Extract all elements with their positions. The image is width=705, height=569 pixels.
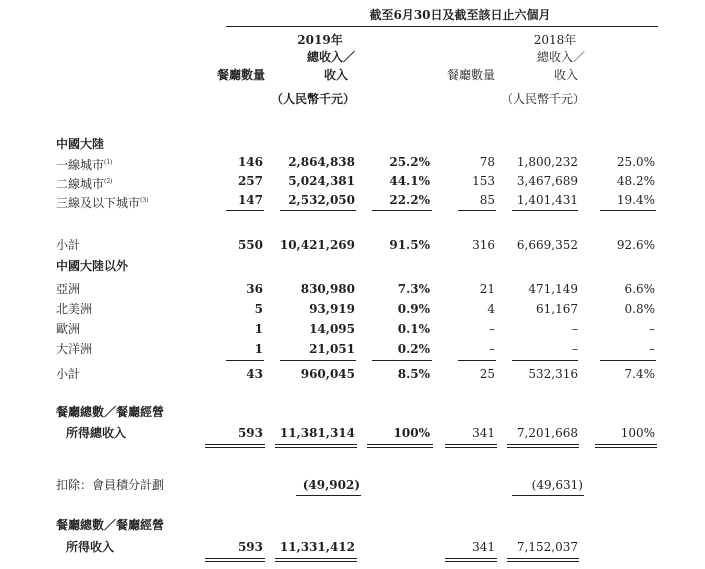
cell-pct-2018: 25.0% xyxy=(616,155,655,169)
cell-count-2018: 85 xyxy=(479,193,495,207)
cell-rev-2018: 1,401,431 xyxy=(516,193,578,207)
rule xyxy=(512,495,584,496)
year-2019-label: 2019年 xyxy=(297,33,343,47)
period-header: 截至6月30日及截至該日止六個月 xyxy=(369,8,551,22)
cell-count-2019: 43 xyxy=(246,367,263,381)
cell-count-2019: 257 xyxy=(237,174,263,188)
deduction-2019: (49,902) xyxy=(302,478,360,492)
cell-pct-2019: 7.3% xyxy=(397,282,430,296)
row-label: 一線城市$^{(1)}$ xyxy=(56,158,113,172)
cell-count-2019: 593 xyxy=(237,426,263,440)
row-label: 二線城市$^{(2)}$ xyxy=(56,177,113,191)
cell-rev-2018: 7,152,037 xyxy=(516,540,578,554)
cell-pct-2019: 0.1% xyxy=(397,322,430,336)
cell-rev-2019: 2,864,838 xyxy=(288,155,355,169)
year-2018-label: 2018年 xyxy=(533,33,577,47)
cell-pct-2018: 48.2% xyxy=(616,174,655,188)
cell-rev-2018: 61,167 xyxy=(536,302,578,316)
double-rule xyxy=(205,558,265,562)
cell-pct-2018: – xyxy=(649,342,655,356)
rev-2018-l2: 收入 xyxy=(553,68,578,82)
total-label-line1: 餐廳總數／餐廳經營 xyxy=(56,405,165,419)
double-rule xyxy=(445,558,497,562)
cell-count-2019: 147 xyxy=(237,193,263,207)
cell-rev-2018: 532,316 xyxy=(528,367,578,381)
rule xyxy=(372,210,432,211)
cell-rev-2019: 2,532,050 xyxy=(288,193,355,207)
cell-count-2018: 341 xyxy=(472,426,495,440)
rule xyxy=(600,360,656,361)
cell-pct-2018: 19.4% xyxy=(616,193,655,207)
rule xyxy=(226,360,264,361)
cell-count-2019: 1 xyxy=(254,322,263,336)
rev-2019-l3: （人民幣千元） xyxy=(270,92,355,106)
cell-rev-2018: 7,201,668 xyxy=(516,426,578,440)
rev-2018-l1: 總收入／ xyxy=(536,50,585,64)
double-rule xyxy=(507,444,579,448)
cell-count-2018: 21 xyxy=(479,282,495,296)
cell-count-2019: 593 xyxy=(237,540,263,554)
cell-pct-2019: 8.5% xyxy=(397,367,430,381)
rev-2019-l2: 收入 xyxy=(323,68,348,82)
cell-count-2019: 36 xyxy=(246,282,263,296)
double-rule xyxy=(275,558,357,562)
cell-pct-2019: 0.2% xyxy=(397,342,430,356)
net-label-line2: 所得收入 xyxy=(66,540,115,554)
cell-pct-2019: 91.5% xyxy=(389,238,430,252)
cell-pct-2019: 0.9% xyxy=(397,302,430,316)
cell-rev-2019: 11,381,314 xyxy=(279,426,355,440)
subtotal-label: 小計 xyxy=(56,238,81,252)
cell-rev-2019: 11,331,412 xyxy=(279,540,355,554)
cell-pct-2018: 0.8% xyxy=(624,302,655,316)
cell-rev-2018: – xyxy=(572,342,578,356)
cell-rev-2018: 1,800,232 xyxy=(516,155,578,169)
row-label: 北美洲 xyxy=(56,302,93,316)
rule xyxy=(280,210,356,211)
cell-pct-2019: 25.2% xyxy=(389,155,430,169)
net-label-line1: 餐廳總數／餐廳經營 xyxy=(56,518,165,532)
cell-pct-2018: 92.6% xyxy=(616,238,655,252)
cell-pct-2018: 6.6% xyxy=(624,282,655,296)
cell-rev-2019: 830,980 xyxy=(300,282,355,296)
double-rule xyxy=(445,444,497,448)
overseas-heading: 中國大陸以外 xyxy=(56,259,129,273)
cell-count-2019: 5 xyxy=(254,302,263,316)
cell-pct-2019: 100% xyxy=(393,426,430,440)
cell-rev-2019: 21,051 xyxy=(309,342,355,356)
cell-count-2018: – xyxy=(489,322,495,336)
total-label-line2: 所得總收入 xyxy=(66,426,127,440)
deduction-label: 扣除：會員積分計劃 xyxy=(56,478,165,492)
double-rule xyxy=(595,444,657,448)
deduction-2018: (49,631) xyxy=(531,478,583,492)
header-rule xyxy=(226,26,658,27)
row-label: 三線及以下城市$^{(3)}$ xyxy=(56,196,149,210)
cell-count-2019: 146 xyxy=(237,155,263,169)
cell-count-2018: 4 xyxy=(487,302,495,316)
cell-rev-2019: 14,095 xyxy=(309,322,355,336)
cell-count-2019: 1 xyxy=(254,342,263,356)
cell-count-2019: 550 xyxy=(237,238,263,252)
cell-count-2018: 25 xyxy=(479,367,495,381)
cell-pct-2018: 100% xyxy=(620,426,655,440)
cell-count-2018: – xyxy=(489,342,495,356)
count-2018-header: 餐廳數量 xyxy=(446,68,495,82)
double-rule xyxy=(507,558,579,562)
row-label: 大洋洲 xyxy=(56,342,93,356)
mainland-heading: 中國大陸 xyxy=(56,137,105,151)
rule xyxy=(512,210,578,211)
cell-count-2018: 341 xyxy=(472,540,495,554)
cell-count-2018: 153 xyxy=(472,174,495,188)
cell-rev-2019: 10,421,269 xyxy=(279,238,355,252)
rule xyxy=(372,360,432,361)
rule xyxy=(458,360,496,361)
rule xyxy=(226,210,264,211)
row-label: 亞洲 xyxy=(56,282,81,296)
cell-pct-2019: 44.1% xyxy=(389,174,430,188)
cell-rev-2018: 6,669,352 xyxy=(516,238,578,252)
cell-pct-2018: – xyxy=(649,322,655,336)
rule xyxy=(458,210,496,211)
double-rule xyxy=(275,444,357,448)
subtotal-label: 小計 xyxy=(56,367,81,381)
rule xyxy=(512,360,578,361)
rule xyxy=(280,360,356,361)
cell-pct-2018: 7.4% xyxy=(624,367,655,381)
cell-rev-2019: 960,045 xyxy=(300,367,355,381)
rev-2018-l3: （人民幣千元） xyxy=(500,92,585,106)
cell-rev-2018: 471,149 xyxy=(528,282,578,296)
cell-rev-2018: – xyxy=(572,322,578,336)
cell-rev-2019: 93,919 xyxy=(309,302,355,316)
rule xyxy=(296,495,361,496)
cell-count-2018: 78 xyxy=(479,155,495,169)
cell-rev-2018: 3,467,689 xyxy=(516,174,578,188)
rev-2019-l1: 總收入／ xyxy=(306,50,355,64)
double-rule xyxy=(367,444,433,448)
count-2019-header: 餐廳數量 xyxy=(216,68,265,82)
double-rule xyxy=(205,444,265,448)
row-label: 歐洲 xyxy=(56,322,81,336)
cell-rev-2019: 5,024,381 xyxy=(288,174,355,188)
cell-pct-2019: 22.2% xyxy=(389,193,430,207)
cell-count-2018: 316 xyxy=(472,238,495,252)
rule xyxy=(600,210,656,211)
